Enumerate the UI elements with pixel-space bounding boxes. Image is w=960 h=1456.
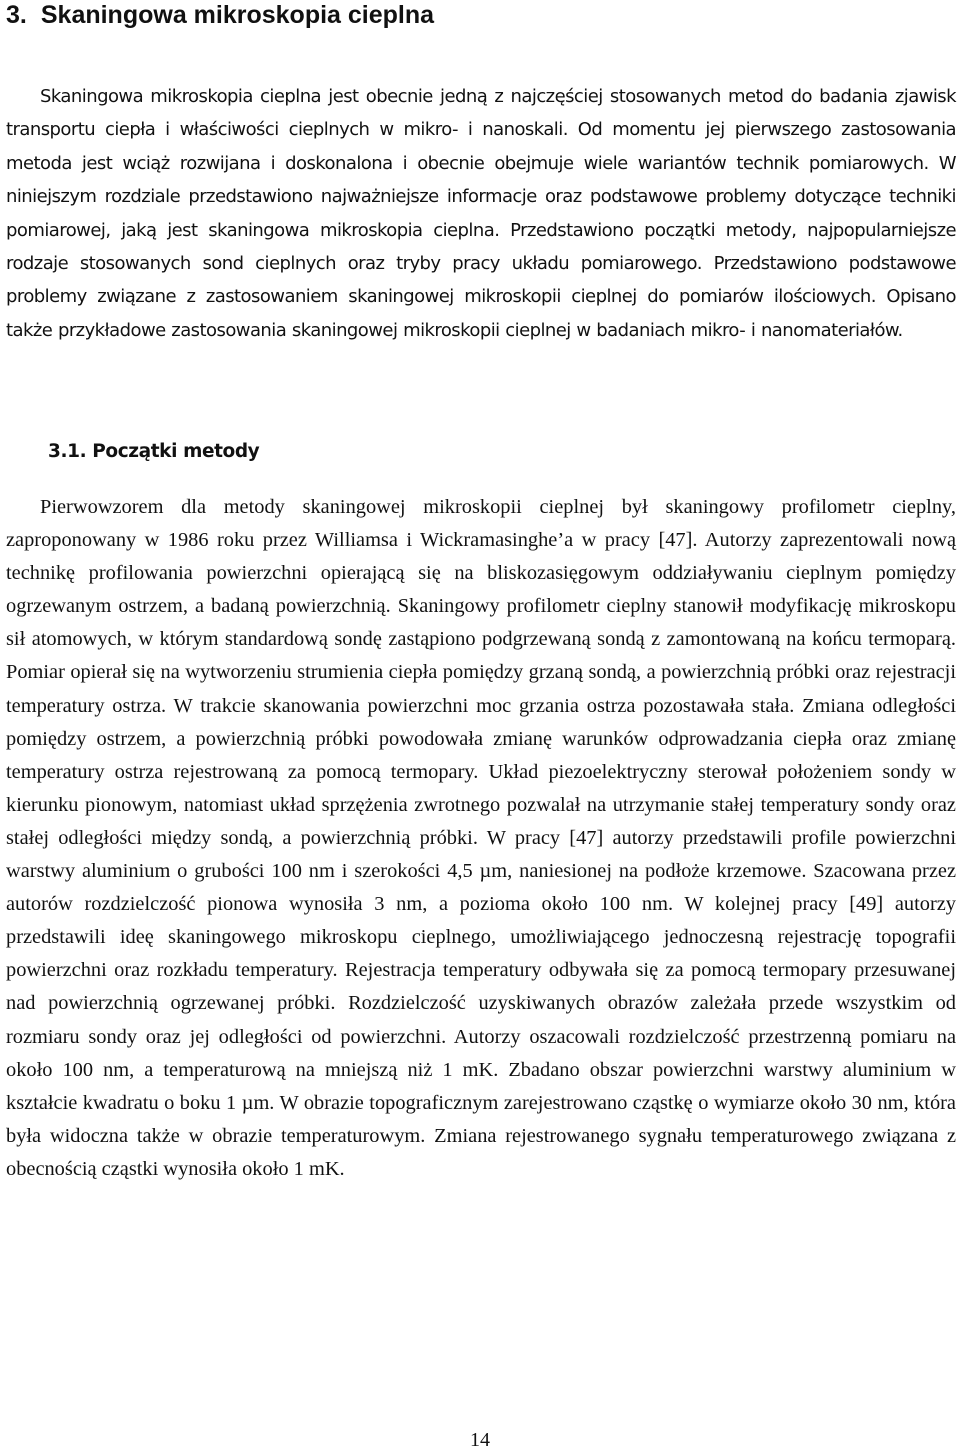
- section-title: Początki metody: [92, 441, 260, 462]
- page-number: 14: [470, 1429, 490, 1451]
- chapter-title: Skaningowa mikroskopia cieplna: [40, 1, 435, 29]
- section-number: 3.1.: [48, 441, 87, 462]
- chapter-heading: [6, 0, 434, 30]
- intro-paragraph: Skaningowa mikroskopia cieplna jest obecnie jedną z najczęściej stosowanych metod do badania zjawisk transportu ciepła i właściwości cieplnych w mikro- i nanoskali. Od momentu jej pierwszego zastosowania metoda jest wciąż rozwijana i doskonalona i obecnie obejmuje wiele wariantów technik pomiarowych. W niniejszym rozdziale przedstawiono najważniejsze informacje oraz podstawowe problemy dotyczące techniki pomiarowej, jaką jest skaningowa mikroskopia cieplna. Przedstawiono początki metody, najpopularniejsze rodzaje stosowanych sond cieplnych oraz tryby pracy układu pomiarowego. Przedstawiono podstawowe problemy związane z zastosowaniem skaningowej mikroskopii cieplnej do pomiarów ilościowych. Opisano także przykładowe zastosowania skaningowej mikroskopii cieplnej w badaniach mikro- i nanomateriałów.: [6, 86, 956, 341]
- section-paragraph: Pierwowzorem dla metody skaningowej mikroskopii cieplnej był skaningowy profilometr cieplny, zaproponowany w 1986 roku przez Williamsa i Wickramasinghe’a w pracy [47]. Autorzy zaprezentowali nową technikę profilowania powierzchni opierającą się na bliskozasięgowym oddziaływaniu cieplnym pomiędzy ogrzewanym ostrzem, a badaną powierzchnią. Skaningowy profilometr cieplny stanowił modyfikację mikroskopu sił atomowych, w którym standardową sondę zastąpiono podgrzewaną sondą z zamontowaną na końcu termoparą. Pomiar opierał się na wytworzeniu strumienia ciepła pomiędzy grzaną sondą, a powierzchnią próbki oraz rejestracji temperatury ostrza. W trakcie skanowania powierzchni moc grzania ostrza pozostawała stała. Zmiana odległości pomiędzy ostrzem, a powierzchnią próbki powodowała zmianę warunków odprowadzania ciepła oraz zmianę temperatury ostrza rejestrowaną za pomocą termopary. Układ piezoelektryczny sterował położeniem sondy w kierunku pionowym, natomiast układ sprzężenia zwrotnego pozwalał na utrzymanie stałej temperatury sondy oraz stałej odległości między sondą, a powierzchnią próbki. W pracy [47] autorzy przedstawili profile powierzchni warstwy aluminium o grubości 100 nm i szerokości 4,5 µm, naniesionej na podłoże krzemowe. Szacowana przez autorów rozdzielczość pionowa wynosiła 3 nm, a pozioma około 100 nm. W kolejnej pracy [49] autorzy przedstawili ideę skaningowego mikroskopu cieplnego, umożliwiającego jednoczesną rejestrację topografii powierzchni oraz rozkładu temperatury. Rejestracja temperatury odbywała się za pomocą termopary przesuwanej nad powierzchnią ogrzewanej próbki. Rozdzielczość uzyskiwanych obrazów zależała przede wszystkim od rozmiaru sondy oraz jej odległości od powierzchni. Autorzy oszacowali rozdzielczość przestrzenną pomiaru na około 100 nm, a temperaturową na mniejszą niż 1 mK. Zbadano obszar powierzchni warstwy aluminium w kształcie kwadratu o boku 1 µm. W obrazie topograficznym zarejestrowano cząstkę o wymiarze około 30 nm, która była widoczna także w obrazie temperaturowym. Zmiana rejestrowanego sygnału temperaturowego związana z obecnością cząstki wynosiła około 1 mK.: [6, 496, 956, 1180]
- section-heading: [48, 437, 259, 467]
- chapter-number: 3.: [6, 1, 27, 29]
